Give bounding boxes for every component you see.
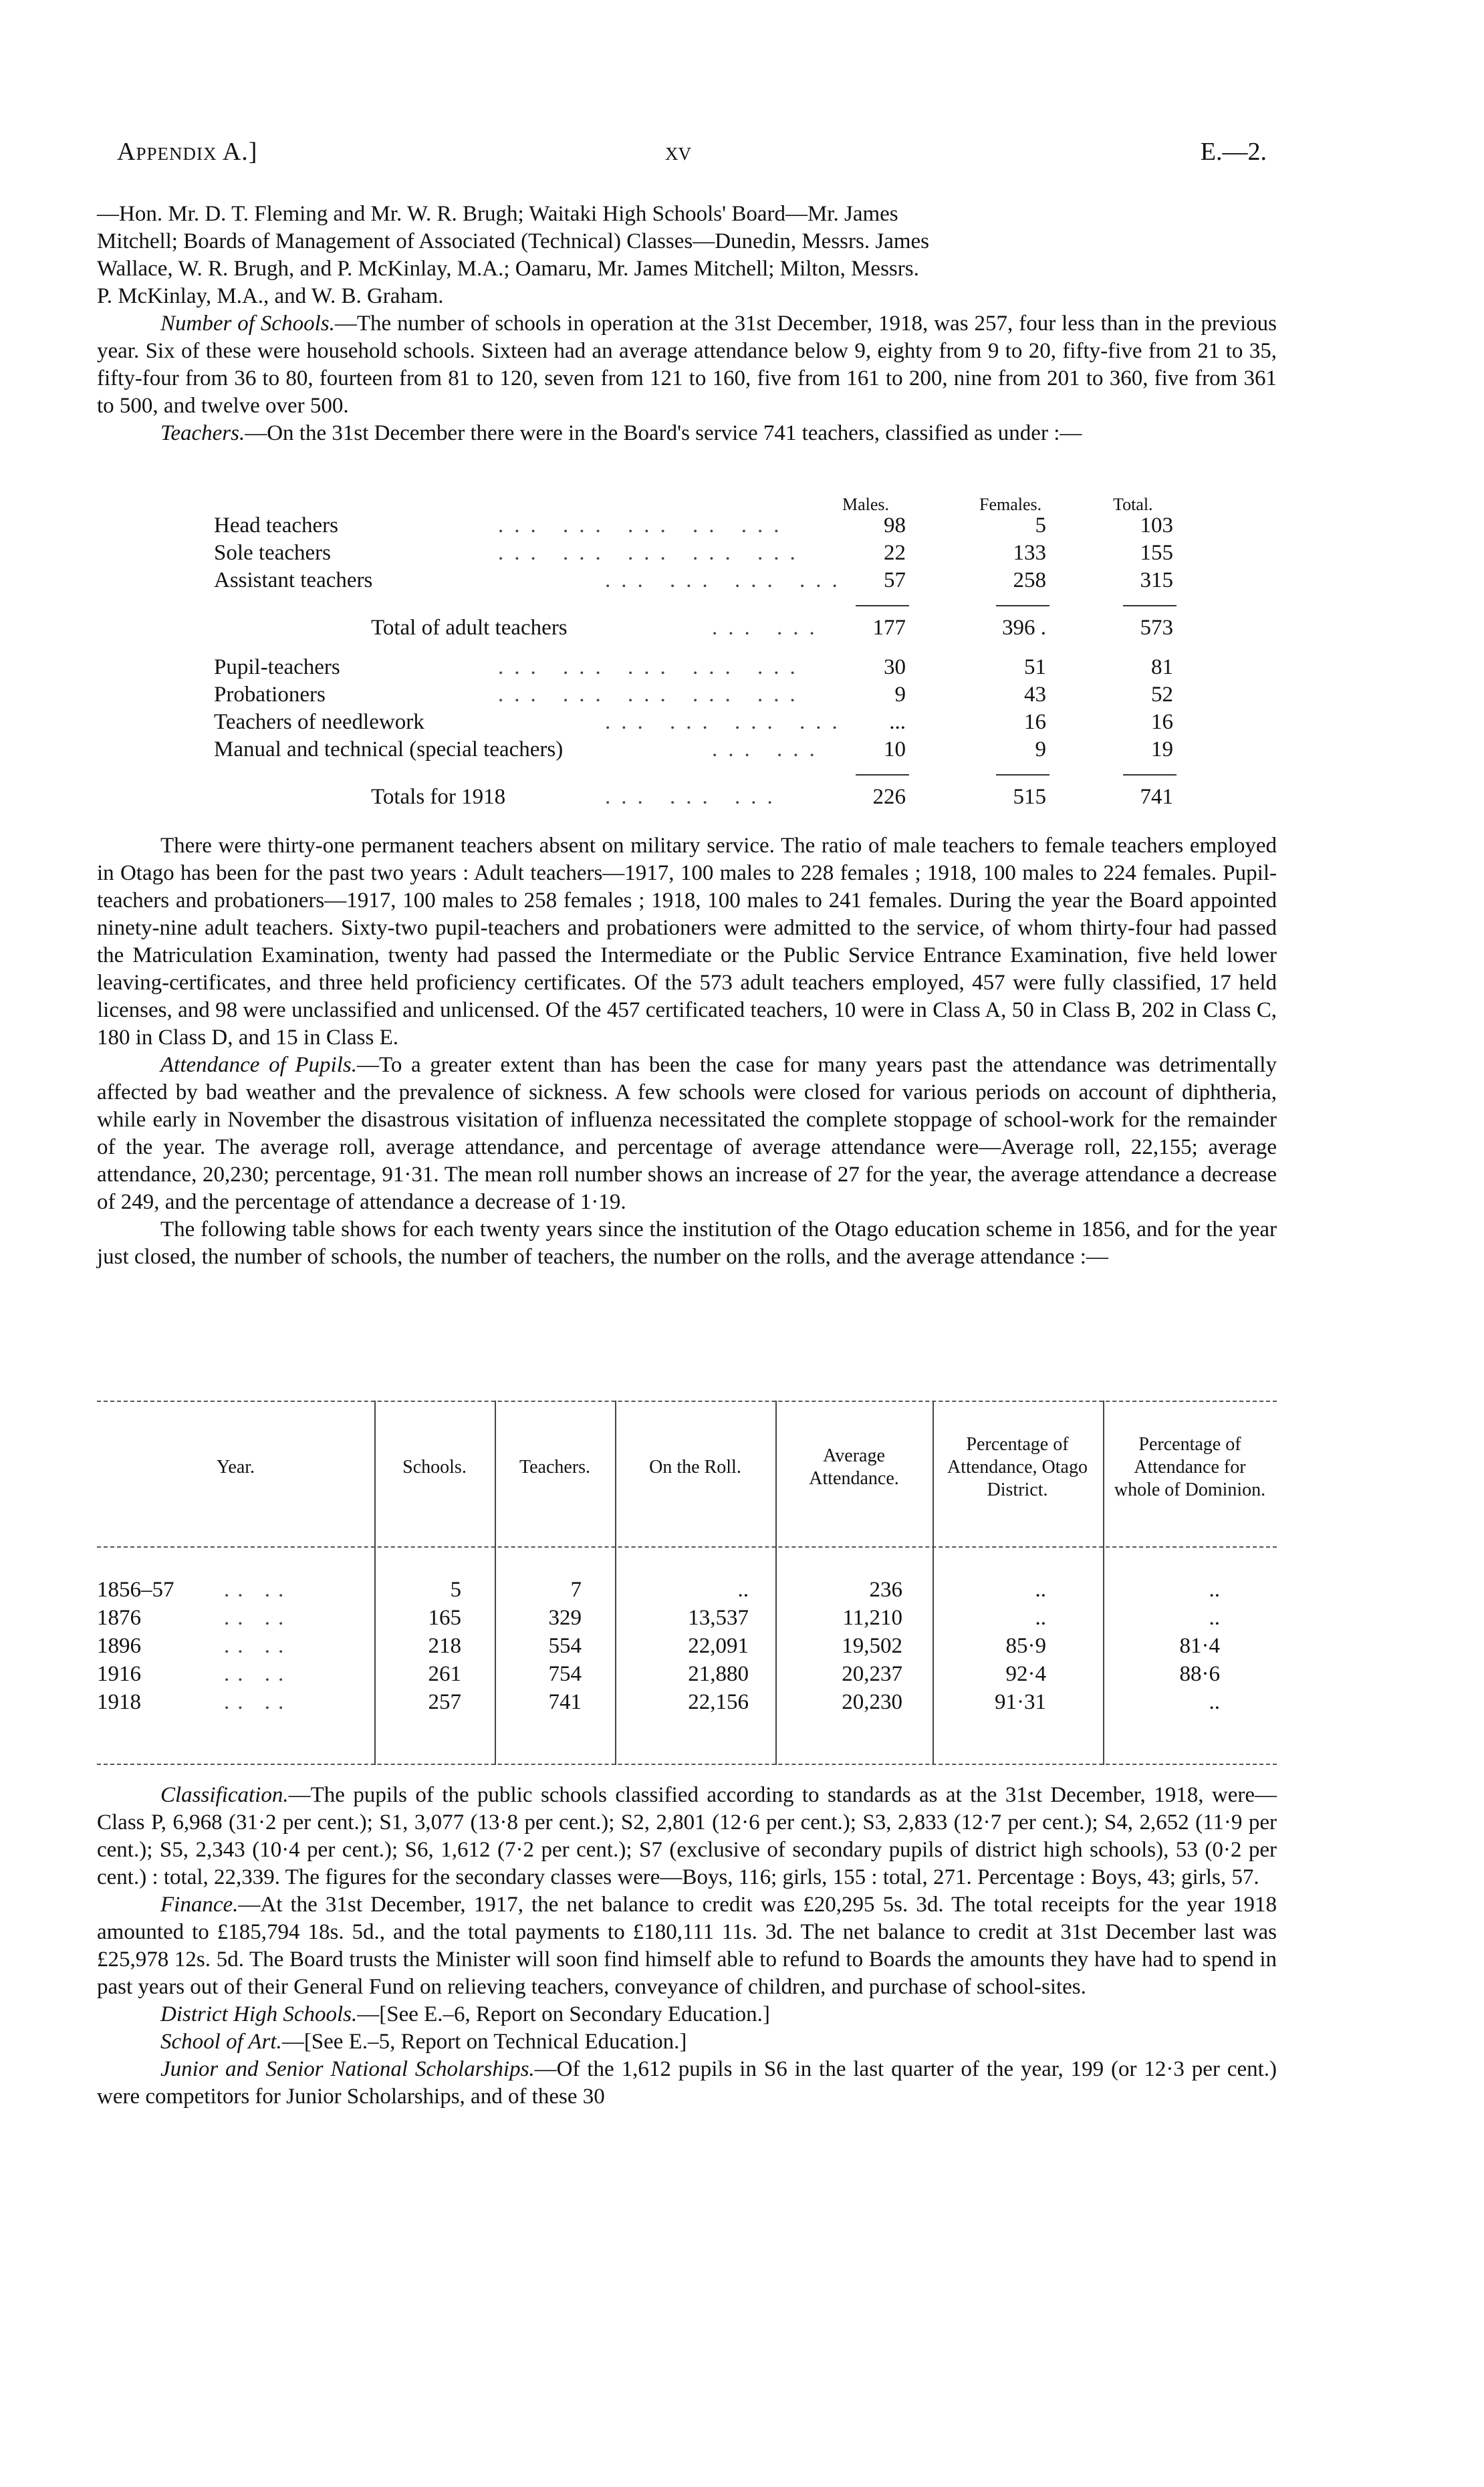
teachers-cell: 741 [548,1690,582,1714]
art-text: —[See E.–5, Report on Technical Education.] [281,2030,687,2054]
schools-cell: 5 [450,1578,461,1602]
teachers-cell: 329 [548,1606,582,1630]
rule [996,605,1049,606]
finance-paragraph [97,1891,1277,2001]
table-row [97,513,1277,541]
row-label: Sole teachers [214,541,332,565]
total-value: 16 [1151,710,1173,734]
pct-otago-cell: 91·31 [995,1690,1046,1714]
year-cell: 1916 [97,1662,141,1686]
schools-cell: 261 [428,1662,461,1686]
pct-dominion-cell: .. [1209,1578,1220,1602]
pct-dominion-cell: 88·6 [1179,1662,1220,1686]
schools-cell: 165 [428,1606,461,1630]
classification-finance-section [97,1782,1277,2111]
scholarship-heading: Junior and Senior National Scholarships. [160,2057,535,2081]
leader-dots: .. .. [224,1578,292,1602]
schools-cell: 257 [428,1690,461,1714]
females-value: 43 [1024,683,1046,707]
table-header-rule [97,1546,1277,1548]
school-of-art-paragraph [97,2028,1277,2056]
average-cell: 236 [869,1578,902,1602]
district-high-schools-paragraph [97,2001,1277,2028]
district-heading: District High Schools. [160,2002,358,2026]
leader-dots: ... ... ... ... [605,568,848,592]
rule [856,605,909,606]
roll-cell: .. [737,1578,749,1602]
leader-dots: ... ... ... .. ... [498,513,790,538]
females-value: 133 [1013,541,1046,565]
schools-heading: Number of Schools. [160,312,335,336]
finance-text: —At the 31st December, 1917, the net balance to credit was £20,295 5s. 3d. The total receipts for the year 1918 amounted to £185,794 18s. 5d., and the total payments to £180,111 11s. 3d. The net balance to credit at 31st December last was £25,978 12s. 5d. The Board trusts the Minister will soon find himself able to refund to Boards the amounts they have had to spend in past years out of their General Fund on relieving teachers, conveyance of children, and purchase of school-sites. [97,1893,1277,1999]
total-value: 52 [1151,683,1173,707]
pct-otago-cell: 85·9 [1005,1634,1046,1658]
females-value: 16 [1024,710,1046,734]
table-row [97,616,1277,643]
header-average-attendance: Average Attendance. [809,1445,899,1489]
pct-otago-cell: .. [1035,1606,1046,1630]
table-row [97,785,1277,812]
finance-heading: Finance. [160,1893,239,1917]
leader-dots: ... ... ... ... ... [498,683,806,707]
total-value: 103 [1140,513,1173,538]
rule [1123,774,1177,776]
attendance-paragraph [97,1052,1277,1216]
header-roll: On the Roll. [649,1457,741,1477]
total-value: 573 [1140,616,1173,640]
females-value: 9 [1035,737,1046,761]
appendix-label: Appendix A.] [117,138,258,166]
roll-cell: 22,091 [688,1634,749,1658]
header-year: Year. [216,1457,255,1477]
teachers-table [97,495,1277,812]
roll-cell: 22,156 [688,1690,749,1714]
leader-dots: ... ... ... ... [605,710,848,734]
leader-dots: ... ... [712,737,826,761]
males-value: 10 [884,737,906,761]
year-cell: 1876 [97,1606,141,1630]
table-row [97,655,1277,683]
rule [856,774,909,776]
males-value: 22 [884,541,906,565]
teachers-cell: 7 [570,1578,582,1602]
leader-dots: .. .. [224,1690,292,1714]
schools-paragraph [97,310,1277,420]
military-paragraph: There were thirty-one permanent teachers absent on military service. The ratio of male teachers to female teachers employed in Otago has been for the past two years : Adult teachers—1917, 100 males to 228 females ; 1918, 100 males to 224 females. Pupil-teachers and probationers—1917, 100 males to 258 females ; 1918, 100 males to 241 females. During the year the Board appointed ninety-nine adult teachers. Sixty-two pupil-teachers and probationers were admitted to the service, of whom thirty-four had passed the Matriculation Examination, twenty had passed the Intermediate or the Public Service Entrance Examination, five held lower leaving-certificates, and three held proficiency certificates. Of the 573 adult teachers employed, 457 were fully classified, 17 held licenses, and 98 were unclassified and unlicensed. Of the 457 certificated teachers, 10 were in Class A, 50 in Class B, 202 in Class C, 180 in Class D, and 15 in Class E. [97,834,1277,1050]
classification-heading: Classification. [160,1783,289,1807]
intro-section [97,201,1277,447]
pct-dominion-cell: .. [1209,1606,1220,1630]
scholarship-text: —Of the 1,612 pupils in S6 in the last quarter of the year, 199 (or 12·3 per cent.) were competitors for Junior Scholarships, and of these 30 [97,2057,1277,2109]
table-row [97,541,1277,568]
females-value: 396 . [1002,616,1046,640]
average-cell: 20,237 [842,1662,902,1686]
attendance-heading: Attendance of Pupils. [160,1053,357,1077]
rule [1123,605,1177,606]
males-value: 177 [872,616,906,640]
header-percentage-otago: Percentage of Attendance, Otago District. [947,1434,1088,1500]
total-value: 741 [1140,785,1173,809]
report-code: E.—2. [1200,138,1267,166]
district-text: —[See E.–6, Report on Secondary Education.] [357,2002,770,2026]
females-value: 5 [1035,513,1046,538]
average-cell: 19,502 [842,1634,902,1658]
leader-dots: ... ... ... [605,785,783,809]
average-cell: 20,230 [842,1690,902,1714]
row-label: Teachers of needlework [214,710,424,734]
table-row [97,710,1277,737]
teachers-attendance-section [97,832,1277,1271]
header-percentage-dominion: Percentage of Attendance for whole of Dominion. [1114,1434,1266,1500]
roll-cell: 21,880 [688,1662,749,1686]
art-heading: School of Art. [160,2030,282,2054]
subtotal-rules [97,596,1277,616]
leader-dots: .. .. [224,1662,292,1686]
teachers-heading: Teachers. [160,421,245,445]
col-total: Total. [1113,495,1153,514]
row-label: Head teachers [214,513,338,538]
year-cell: 1856–57 [97,1578,174,1602]
table-row [97,1634,1277,1662]
table-row [97,1662,1277,1690]
table-row [97,1578,1277,1606]
rule [996,774,1049,776]
teachers-table-header [97,495,1277,513]
pct-dominion-cell: .. [1209,1690,1220,1714]
total-rules [97,765,1277,785]
row-label: Pupil-teachers [214,655,340,679]
col-males: Males. [842,495,890,514]
table-row [97,683,1277,710]
page-header [117,137,1267,177]
attendance-text: —To a greater extent than has been the case for many years past the attendance was detrimentally affected by bad weather and the prevalence of sickness. A few schools were closed for various periods on account of diphtheria, while early in November the disastrous visitation of influenza necessitated the complete stoppage of school-work for the remainder of the year. The average roll, average attendance, and percentage of average attendance were—Average roll, 22,155; average attendance, 20,230; percentage, 91·31. The mean roll number shows an increase of 27 for the year, the average attendance a decrease of 249, and the percentage of attendance a decrease of 1·19. [97,1053,1277,1214]
schools-text: —The number of schools in operation at the 31st December, 1918, was 257, four less than in the previous year. Six of these were household schools. Sixteen had an average attendance below 9, eighty from 9 to 20, fifty-five from 21 to 35, fifty-four from 36 to 80, fourteen from 81 to 120, seven from 121 to 160, five from 161 to 200, nine from 201 to 360, five from 361 to 500, and twelve over 500. [97,312,1277,418]
row-label: Manual and technical (special teachers) [214,737,564,761]
schools-cell: 218 [428,1634,461,1658]
leader-dots: .. .. [224,1634,292,1658]
pct-otago-cell: 92·4 [1005,1662,1046,1686]
classification-text: —The pupils of the public schools classified according to standards as at the 31st December, 1918, were—Class P, 6,968 (31·2 per cent.); S1, 3,077 (13·8 per cent.); S2, 2,801 (12·6 per cent.); S3, 2,833 (12·7 per cent.); S4, 2,652 (11·9 per cent.); S5, 2,343 (10·4 per cent.); S6, 1,612 (7·2 per cent.); S7 (exclusive of secondary pupils of district high schools), 53 (0·2 per cent.) : total, 22,339. The figures for the secondary classes were—Boys, 116; girls, 155 : total, 271. Percentage : Boys, 43; girls, 57. [97,1783,1277,1889]
females-value: 258 [1013,568,1046,592]
table-row [97,1690,1277,1718]
teachers-paragraph [97,420,1277,447]
females-value: 51 [1024,655,1046,679]
males-value: 98 [884,513,906,538]
pct-dominion-cell: 81·4 [1179,1634,1220,1658]
table-row [97,737,1277,765]
row-label: Totals for 1918 [371,785,506,809]
teachers-cell: 754 [548,1662,582,1686]
table-intro-paragraph: The following table shows for each twenty years since the institution of the Otago education scheme in 1856, and for the year just closed, the number of schools, the number of teachers, the number on the rolls, and the average attendance :— [97,1217,1277,1269]
teachers-cell: 554 [548,1634,582,1658]
total-value: 19 [1151,737,1173,761]
header-teachers: Teachers. [519,1457,591,1477]
females-value: 515 [1013,785,1046,809]
males-value: ... [889,710,906,734]
teachers-text: —On the 31st December there were in the Board's service 741 teachers, classified as under :— [245,421,1082,445]
page-number: xv [665,138,691,166]
row-label: Probationers [214,683,326,707]
classification-paragraph [97,1782,1277,1891]
leader-dots: ... ... ... ... ... [498,655,806,679]
leader-dots: ... ... [712,616,826,640]
males-value: 57 [884,568,906,592]
header-schools: Schools. [402,1457,467,1477]
intro-line: Wallace, W. R. Brugh, and P. McKinlay, M.A.; Oamaru, Mr. James Mitchell; Milton, Messrs. [97,257,919,281]
col-females: Females. [979,495,1042,514]
pct-otago-cell: .. [1035,1578,1046,1602]
males-value: 226 [872,785,906,809]
scholarships-paragraph [97,2056,1277,2111]
year-cell: 1896 [97,1634,141,1658]
year-cell: 1918 [97,1690,141,1714]
table-row [97,1606,1277,1634]
table-bottom-rule [97,1764,1277,1765]
total-value: 155 [1140,541,1173,565]
row-label: Total of adult teachers [371,616,568,640]
total-value: 315 [1140,568,1173,592]
roll-cell: 13,537 [688,1606,749,1630]
average-cell: 11,210 [842,1606,902,1630]
total-value: 81 [1151,655,1173,679]
males-value: 9 [894,683,906,707]
leader-dots: .. .. [224,1606,292,1630]
leader-dots: ... ... ... ... ... [498,541,806,565]
stats-table [97,1401,1277,1765]
intro-line: Mitchell; Boards of Management of Associated (Technical) Classes—Dunedin, Messrs. James [97,229,929,253]
row-label: Assistant teachers [214,568,373,592]
intro-line: —Hon. Mr. D. T. Fleming and Mr. W. R. Brugh; Waitaki High Schools' Board—Mr. James [97,202,898,226]
table-row [97,568,1277,596]
intro-line: P. McKinlay, M.A., and W. B. Graham. [97,284,444,308]
males-value: 30 [884,655,906,679]
